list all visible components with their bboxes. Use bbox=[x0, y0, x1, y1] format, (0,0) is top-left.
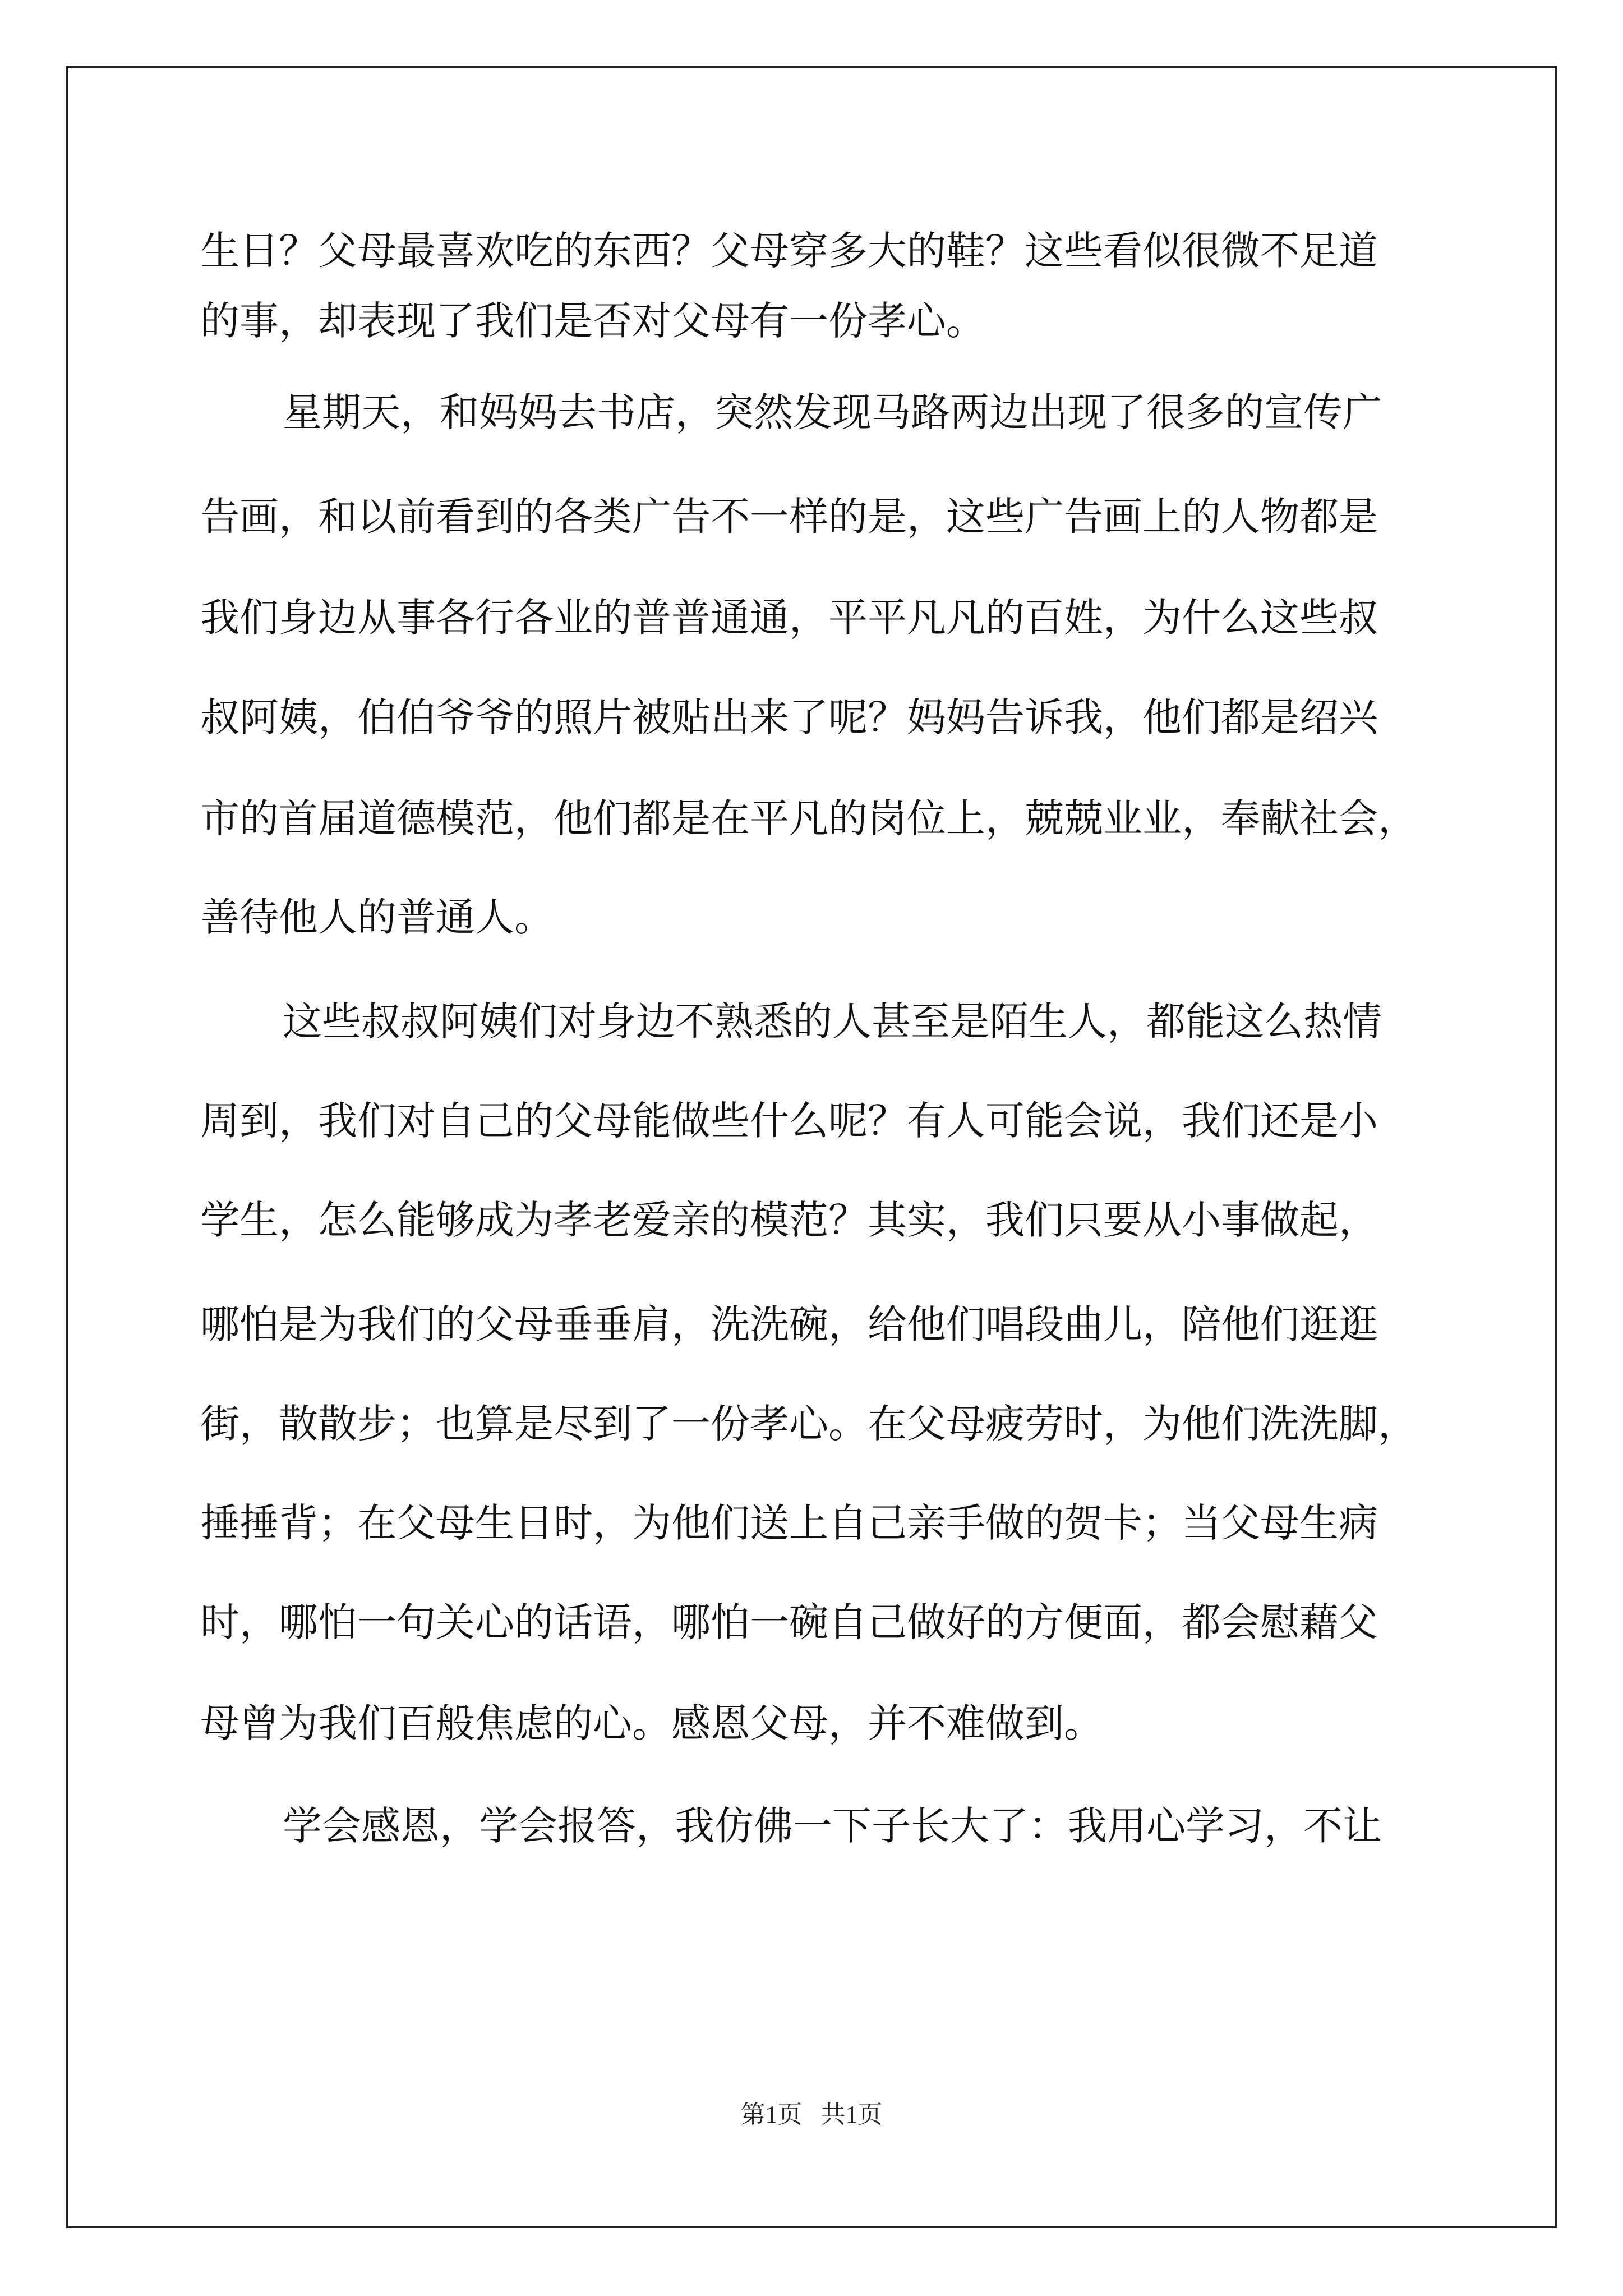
paragraph-start-line: 星期天，和妈妈去书店，突然发现马路两边出现了很多的宣传广 bbox=[283, 389, 1382, 435]
text-line: 时，哪怕一句关心的话语，哪怕一碗自己做好的方便面，都会慰藉父 bbox=[200, 1599, 1378, 1645]
text-line: 的事，却表现了我们是否对父母有一份孝心。 bbox=[200, 298, 985, 344]
paragraph-start-line: 这些叔叔阿姨们对身边不熟悉的人甚至是陌生人，都能这么热情 bbox=[283, 999, 1382, 1045]
text-line: 市的首届道德模范，他们都是在平凡的岗位上，兢兢业业，奉献社会， bbox=[200, 795, 1417, 841]
text-line: 我们身边从事各行各业的普普通通，平平凡凡的百姓，为什么这些叔 bbox=[200, 595, 1378, 641]
text-line: 周到，我们对自己的父母能做些什么呢？有人可能会说，我们还是小 bbox=[200, 1098, 1378, 1144]
text-line: 学生，怎么能够成为孝老爱亲的模范？其实，我们只要从小事做起， bbox=[200, 1197, 1378, 1243]
text-line: 哪怕是为我们的父母垂垂肩，洗洗碗，给他们唱段曲儿，陪他们逛逛 bbox=[200, 1301, 1378, 1347]
text-line: 叔阿姨，伯伯爷爷的照片被贴出来了呢？妈妈告诉我，他们都是绍兴 bbox=[200, 694, 1378, 740]
text-line: 告画，和以前看到的各类广告不一样的是，这些广告画上的人物都是 bbox=[200, 494, 1378, 540]
text-line: 生日？父母最喜欢吃的东西？父母穿多大的鞋？这些看似很微不足道 bbox=[200, 228, 1378, 274]
text-line: 街，散散步；也算是尽到了一份孝心。在父母疲劳时，为他们洗洗脚， bbox=[200, 1401, 1417, 1447]
text-line: 善待他人的普通人。 bbox=[200, 894, 554, 940]
page-number-footer: 第1页 共1页 bbox=[740, 2101, 883, 2128]
paragraph-start-line: 学会感恩，学会报答，我仿佛一下子长大了：我用心学习，不让 bbox=[283, 1803, 1382, 1849]
text-line: 捶捶背；在父母生日时，为他们送上自己亲手做的贺卡；当父母生病 bbox=[200, 1500, 1378, 1546]
text-line: 母曾为我们百般焦虑的心。感恩父母，并不难做到。 bbox=[200, 1700, 1103, 1746]
